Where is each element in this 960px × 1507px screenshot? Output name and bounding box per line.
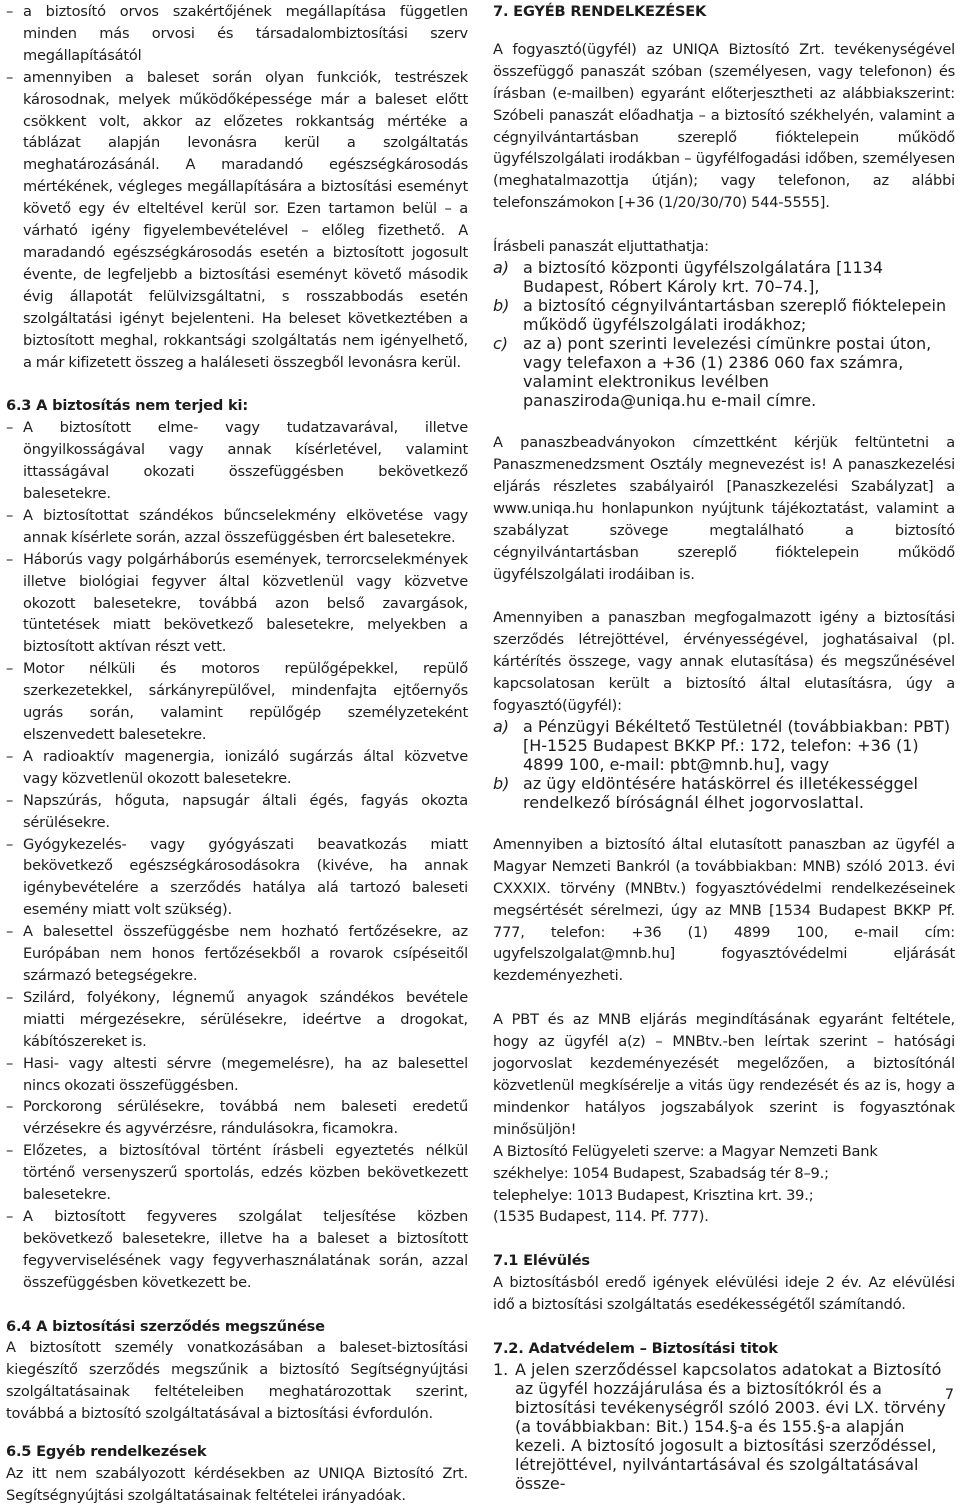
complaint-process-paragraph: A panaszbeadványokon címzettként kérjük feltüntetni a Panaszmenedzsment Osztály megnevezést is! A panaszkezelési eljárás részletes szabályairól [Panaszkezelési Szabályzat] a www.uniqa.hu honlapunkon nyújtunk tájékoztatást, valamint a szabályzat szövege megtalálható a biztosító cégnyilvántartásban szereplő fióktelepein működő ügyfélszolgálati irodáiban is. bbox=[493, 434, 955, 583]
dash-bullet: – bbox=[6, 550, 14, 568]
dash-bullet: – bbox=[6, 419, 14, 437]
spacer bbox=[493, 1316, 955, 1338]
dash-bullet: – bbox=[6, 1142, 14, 1160]
spacer bbox=[493, 585, 955, 607]
list-item bbox=[6, 790, 468, 834]
spacer bbox=[6, 373, 468, 395]
list-item-text: Porckorong sérülésekre, továbbá nem baleseti eredetű vérzésekre és agyvérzésre, rándulásokra, ficamokra. bbox=[23, 1098, 468, 1138]
numbered-item bbox=[493, 1360, 955, 1493]
item-text: A jelen szerződéssel kapcsolatos adatokat a Biztosító az ügyfél hozzájárulása és a biztosítókról és a biztosítási tevékenységről szóló 2003. évi LX. törvény (a továbbiakban: Bit.) 154.§-a és 155.§-a alapján kezeli. A biztosító jogosult a biztosítási szerződéssel, létrejöttével, nyilvántartásával és szolgáltatásával össze- bbox=[515, 1359, 946, 1493]
list-item bbox=[6, 1096, 468, 1140]
list-item bbox=[6, 549, 468, 659]
lettered-item bbox=[493, 258, 955, 296]
list-item bbox=[6, 658, 468, 746]
dash-bullet: – bbox=[6, 791, 14, 809]
authority-line: A Biztosító Felügyeleti szerve: a Magyar Nemzeti Bank bbox=[493, 1142, 878, 1160]
mnb-paragraph: Amennyiben a biztosító által elutasított panaszban az ügyfél a Magyar Nemzeti Bankról (a továbbiakban: MNB) szóló 2013. évi CXXXIX. törvény (MNBtv.) fogyasztóvédelmi rendelkezéseinek megsértését sérelmezi, úgy az MNB [1534 Budapest BKKP Pf. 777, telefon: +36 (1) 4899 100, e-mail cím: ugyfelszolgalat@mnb.hu] fogyasztóvédelmi eljárását kezdeményezheti. bbox=[493, 835, 955, 985]
list-item bbox=[6, 505, 468, 549]
dash-bullet: – bbox=[6, 660, 14, 678]
list-item-text: Gyógykezelés- vagy gyógyászati beavatkozás miatt bekövetkező egészségkárosodásokra (kivéve, ha annak igénybevételére a szerződés hatálya alá tartozó baleseti esemény miatt volt szükség). bbox=[23, 835, 468, 919]
list-item-text: A balesettel összefüggésbe nem hozható fertőzésekre, az Európában nem honos fertőzésekből a rovarok csípéseitől származó betegségekre. bbox=[23, 923, 468, 984]
list-item-text: Háborús vagy polgárháborús események, terrorcselekmények illetve biológiai fegyver által közvetlenül vagy közvetve okozott balesetekre, továbbá azon belső zavargások, tüntetések miatt bekövetkező balesetekre, melyekben a biztosított aktívan részt vett. bbox=[23, 550, 468, 656]
spacer bbox=[6, 1294, 468, 1316]
spacer bbox=[493, 410, 955, 432]
supervisory-authority-block bbox=[493, 1141, 955, 1229]
dash-bullet: – bbox=[6, 923, 14, 941]
list-item-text: Szilárd, folyékony, légnemű anyagok szándékos bevétele miatti mérgezésekre, sérülésekre, ideértve a drogokat, kábítószereket is. bbox=[23, 988, 468, 1050]
item-marker: a) bbox=[493, 258, 510, 278]
page-number: 7 bbox=[944, 1386, 954, 1403]
list-item bbox=[6, 67, 468, 374]
item-text: a biztosító cégnyilvántartásban szereplő fióktelepein működő ügyfélszolgálati irodákhoz; bbox=[523, 296, 947, 335]
list-item-text: Motor nélküli és motoros repülőgépekkel, repülő szerkezetekkel, sárkányrepülővel, mindenfajta ejtőernyős ugrás során, valamint repülőgép személyzeteként elszenvedett balesetekre. bbox=[23, 660, 468, 743]
section-paragraph: A biztosításból eredő igények elévülési ideje 2 év. Az elévülési idő a biztosítási szolgáltatás esedékességétől számítandó. bbox=[493, 1274, 955, 1314]
written-complaint-intro: Írásbeli panaszát eljuttathatja: bbox=[493, 238, 709, 256]
spacer bbox=[493, 23, 955, 39]
spacer bbox=[493, 214, 955, 236]
complaint-paragraph: A fogyasztó(ügyfél) az UNIQA Biztosító Zrt. tevékenységével összefüggő panaszát szóban (személyesen, vagy telefonon) és írásban (e-mailben) egyaránt előterjesztheti az alábbiakszerint: Szóbeli panaszát előadhatja – a biztosító székhelyén, valamint a cégnyilvántartásban szereplő fióktelepein működő ügyfélszolgálati irodákban – ügyfélfogadási időben, személyesen (meghatalmazottja útján); vagy telefonon, az alábbi telefonszámokon [+36 (1/20/30/70) 544-5555]. bbox=[493, 40, 955, 212]
list-item-text: Hasi- vagy altesti sérvre (megemelésre), ha az balesettel nincs okozati összefüggésben. bbox=[23, 1054, 468, 1094]
lettered-item bbox=[493, 717, 955, 774]
list-item bbox=[6, 987, 468, 1053]
dash-bullet: – bbox=[6, 988, 14, 1006]
section-heading-7-1: 7.1 Elévülés bbox=[493, 1252, 590, 1270]
item-marker: b) bbox=[493, 296, 510, 316]
right-column bbox=[493, 1, 955, 1493]
dash-bullet: – bbox=[6, 68, 14, 86]
section-paragraph: A biztosított személy vonatkozásában a baleset-biztosítási kiegészítő szerződés megszűnik a biztosító Segítségnyújtási szolgáltatásainak feltételeiben meghatározottak szerint, továbbá a biztosító szolgáltatásával a biztosítási évfordulón. bbox=[6, 1339, 468, 1423]
remedy-intro: Amennyiben a panaszban megfogalmazott igény a biztosítási szerződés létrejöttével, érvényességével, joghatásaival (pl. kártérítés összege, vagy annak elutasítása) és megszűnésével kapcsolatosan került a biztosító által elutasításra, úgy a fogyasztó(ügyfél): bbox=[493, 609, 955, 715]
lettered-item bbox=[493, 774, 955, 812]
item-marker: c) bbox=[493, 334, 509, 354]
dash-bullet: – bbox=[6, 1054, 14, 1072]
list-item bbox=[6, 746, 468, 790]
spacer bbox=[493, 987, 955, 1009]
left-column bbox=[6, 1, 468, 1507]
dash-bullet: – bbox=[6, 1207, 14, 1225]
list-item-text: A biztosított fegyveres szolgálat teljesítése közben bekövetkező balesetekre, illetve ha a baleset a biztosított fegyverviselésének vagy fegyverhasználatának során, azzal összefüggésben következett be. bbox=[23, 1207, 468, 1291]
dash-bullet: – bbox=[6, 747, 14, 765]
list-item-text: a biztosító orvos szakértőjének megállapítása független minden más orvosi és társadalombiztosítási szerv megállapításától bbox=[23, 3, 468, 64]
dash-bullet: – bbox=[6, 3, 14, 20]
list-item-text: A biztosított elme- vagy tudatzavarával, illetve öngyilkosságával vagy annak kísérletével, valamint ittasságával okozati összefüggésben bekövetkező balesetekre. bbox=[23, 419, 468, 503]
dash-bullet: – bbox=[6, 506, 14, 524]
dash-bullet: – bbox=[6, 1098, 14, 1116]
section-paragraph: Az itt nem szabályozott kérdésekben az UNIQA Biztosító Zrt. Segítségnyújtási szolgáltatásainak feltételei irányadóak. bbox=[6, 1465, 468, 1504]
spacer bbox=[6, 1425, 468, 1441]
item-text: a Pénzügyi Békéltető Testületnél (továbbiakban: PBT) [H-1525 Budapest BKKP Pf.: 172, telefon: +36 (1) 4899 100, e-mail: pbt@mnb.hu], vagy bbox=[523, 716, 951, 774]
authority-line: székhelye: 1054 Budapest, Szabadság tér 8–9.; bbox=[493, 1164, 829, 1182]
list-item bbox=[6, 417, 468, 505]
section-heading-7: 7. EGYÉB RENDELKEZÉSEK bbox=[493, 3, 707, 20]
list-item-text: A biztosítottat szándékos bűncselekmény elkövetése vagy annak kísérlete során, azzal összefüggésben ért balesetekre. bbox=[23, 506, 468, 546]
section-heading-6-3: 6.3 A biztosítás nem terjed ki: bbox=[6, 397, 248, 415]
list-item bbox=[6, 1206, 468, 1294]
section-heading-7-2: 7.2. Adatvédelem – Biztosítási titok bbox=[493, 1340, 778, 1358]
item-marker: 1. bbox=[493, 1359, 509, 1379]
section-heading-6-4: 6.4 A biztosítási szerződés megszűnése bbox=[6, 1317, 325, 1335]
list-item-text: amennyiben a baleset során olyan funkciók, testrészek károsodnak, melyek működőképessége már a baleset előtt csökkent volt, akkor az előzetes rokkantság mértéke a táblázat alapján levonásra kerül a szolgáltatás meghatározásánál. A maradandó egészségkárosodás mértékének, végleges megállapítására a biztosítási eseményt követő egy év elteltével kerül sor. Ezen tartamon belül – a várható igény figyelembevételével – előleg fizethető. A maradandó egészségkárosodás esetén a biztosított jogosult évente, de legfeljebb a biztosítási eseményt követő második évig állapotát felülvizsgáltatni, s rosszabbodás esetén szolgáltatási igényt bejelenteni. Ha beleset következtében a biztosított meghal, rokkantsági szolgáltatás nem igényelhető, a már kifizetett összeg a haláleseti összegből levonásra kerül. bbox=[23, 68, 468, 371]
list-item-text: Napszúrás, hőguta, napsugár általi égés, fagyás okozta sérülésekre. bbox=[23, 791, 468, 831]
authority-line: telephelye: 1013 Budapest, Krisztina krt. 39.; bbox=[493, 1186, 814, 1204]
spacer bbox=[493, 1228, 955, 1250]
section-heading-6-5: 6.5 Egyéb rendelkezések bbox=[6, 1443, 207, 1461]
item-text: az ügy eldöntésére hatáskörrel és illetékességgel rendelkező bíróságnál élhet jogorvoslattal. bbox=[523, 773, 918, 812]
lettered-item bbox=[493, 334, 955, 410]
pbt-mnb-condition-paragraph: A PBT és az MNB eljárás megindításának egyaránt feltétele, hogy az ügyfél a(z) – MNBtv.-ben leírtak szerint – hatósági jogorvoslat kezdeményezését megelőzően, a biztosítónál közvetlenül megkísérelje a vitás ügy rendezését és az is, hogy a mindenkor hatályos jogszabályok szerint is fogyasztónak minősüljön! bbox=[493, 1011, 955, 1138]
dash-bullet: – bbox=[6, 835, 14, 853]
item-text: a biztosító központi ügyfélszolgálatára [1134 Budapest, Róbert Károly krt. 70–74.], bbox=[523, 258, 884, 297]
list-item-text: Előzetes, a biztosítóval történt írásbeli egyeztetés nélkül történő versenyszerű sportolás, edzés közben bekövetkezett balesetekre. bbox=[23, 1142, 468, 1204]
list-item bbox=[6, 834, 468, 922]
list-item bbox=[6, 1053, 468, 1097]
authority-line: (1535 Budapest, 114. Pf. 777). bbox=[493, 1208, 709, 1226]
list-item bbox=[6, 1140, 468, 1206]
item-text: az a) pont szerinti levelezési címünkre postai úton, vagy telefaxon a +36 (1) 2386 060 fax számra, valamint elektronikus levélben panasziroda@uniqa.hu e-mail címre. bbox=[523, 334, 932, 411]
lettered-item bbox=[493, 296, 955, 334]
list-item bbox=[6, 1, 468, 67]
list-item-text: A radioaktív magenergia, ionizáló sugárzás által közvetve vagy közvetlenül okozott balesetekre. bbox=[23, 747, 468, 787]
item-marker: a) bbox=[493, 716, 510, 736]
list-item bbox=[6, 921, 468, 987]
spacer bbox=[493, 812, 955, 834]
item-marker: b) bbox=[493, 773, 510, 793]
